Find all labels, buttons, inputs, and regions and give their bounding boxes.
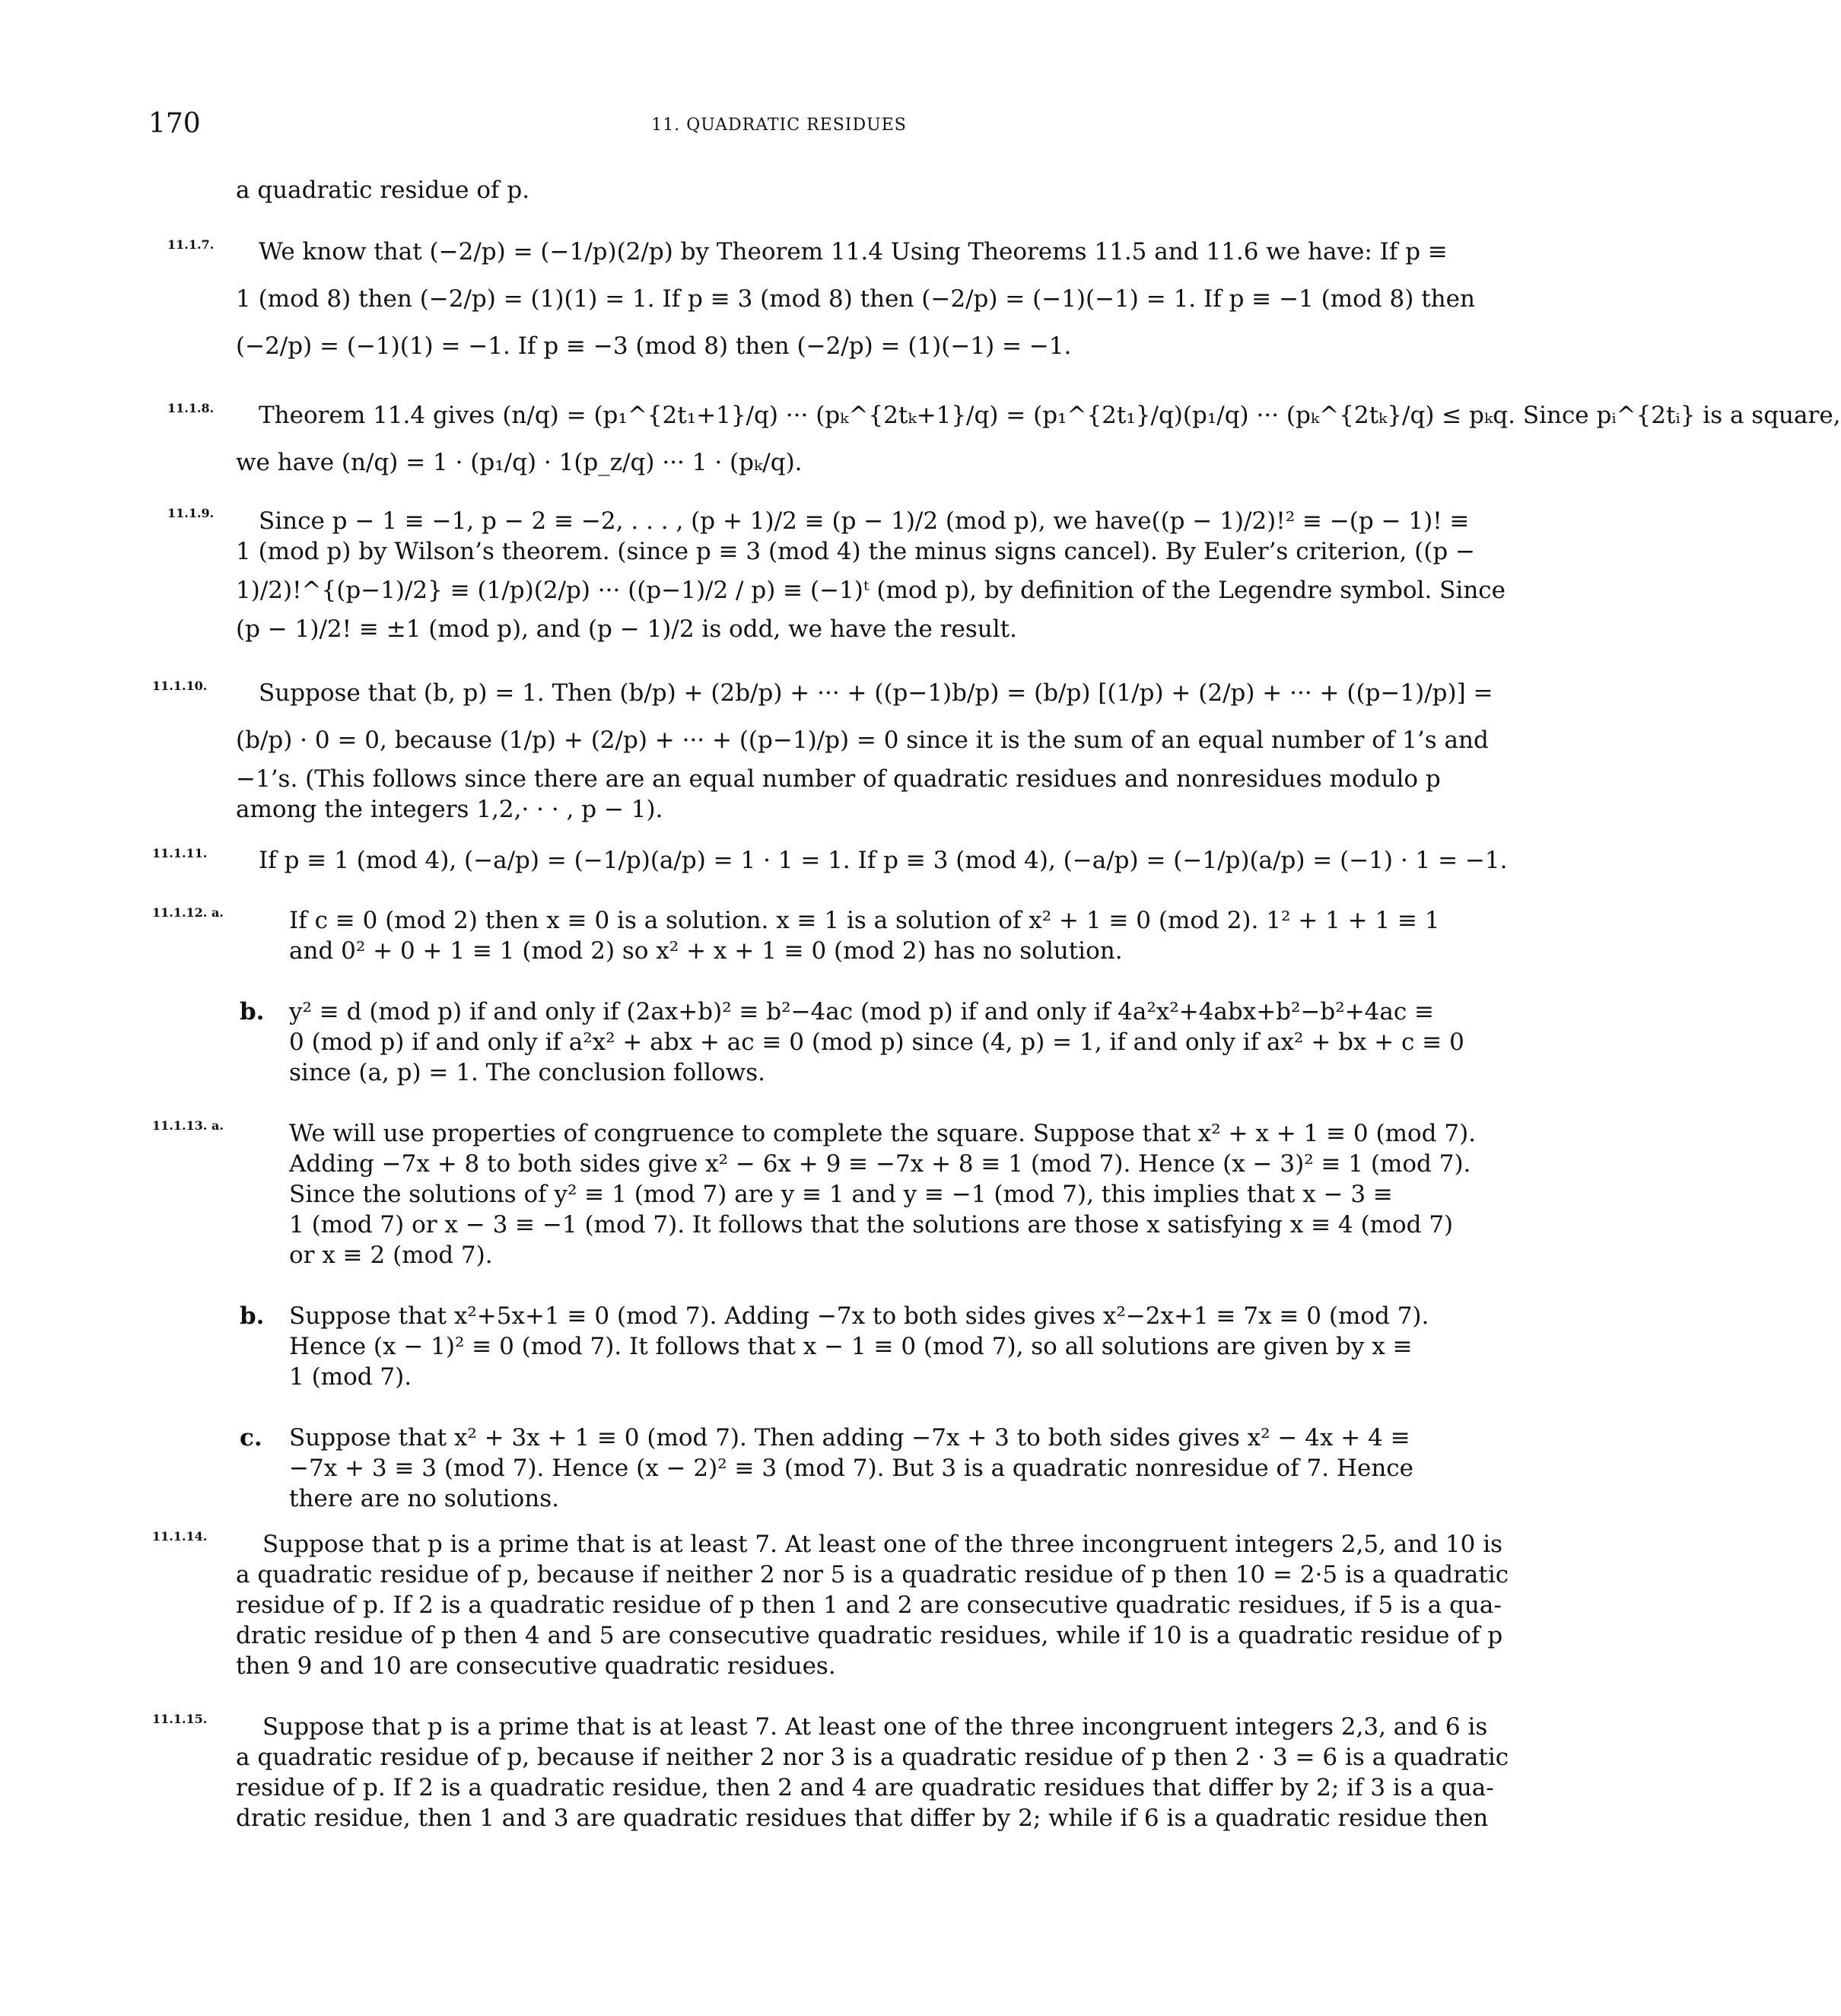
- exercise-11-1-13: [152, 1118, 1477, 1514]
- line-3: residue of p. If 2 is a quadratic residue, then 2 and 4 are quadratic residues that differ by 2; if 3 is a qua-: [236, 1774, 1494, 1801]
- line-2: a quadratic residue of p, because if neither 2 nor 3 is a quadratic residue of p then 2 · 3 = 6 is a quadratic: [236, 1744, 1509, 1771]
- part-a-line-3: Since the solutions of y² ≡ 1 (mod 7) are y ≡ 1 and y ≡ −1 (mod 7), this implies that x − 3 ≡: [289, 1181, 1393, 1208]
- line-2: a quadratic residue of p, because if neither 2 nor 5 is a quadratic residue of p then 10 = 2·5 is a quadratic: [236, 1561, 1509, 1588]
- line-1: If p ≡ 1 (mod 4), (−a/p) = (−1/p)(a/p) = 1 · 1 = 1. If p ≡ 3 (mod 4), (−a/p) = (−1/p)(a/p) = (−1) · 1 = −1.: [259, 847, 1508, 874]
- line-3: (−2/p) = (−1)(1) = −1. If p ≡ −3 (mod 8) then (−2/p) = (1)(−1) = −1.: [236, 332, 1072, 360]
- exercise-label: 11.1.13. a.: [152, 1118, 224, 1133]
- running-header: [0, 108, 1558, 154]
- part-c-line-3: there are no solutions.: [289, 1485, 559, 1512]
- line-2: (b/p) · 0 = 0, because (1/p) + (2/p) + ··· + ((p−1)/p) = 0 since it is the sum of an equal number of 1’s and: [236, 727, 1489, 754]
- line-1: Suppose that p is a prime that is at least 7. At least one of the three incongruent integers 2,3, and 6 is: [262, 1713, 1488, 1741]
- line-5: then 9 and 10 are consecutive quadratic residues.: [236, 1652, 836, 1680]
- line-2: 1 (mod p) by Wilson’s theorem. (since p ≡ 3 (mod 4) the minus signs cancel). By Euler’s criterion, ((p −: [236, 538, 1476, 565]
- line-1: Suppose that (b, p) = 1. Then (b/p) + (2b/p) + ··· + ((p−1)b/p) = (b/p) [(1/p) + (2/p) + ··· + ((p−1)/p)] =: [259, 679, 1493, 707]
- part-a-line-2: and 0² + 0 + 1 ≡ 1 (mod 2) so x² + x + 1 ≡ 0 (mod 2) has no solution.: [289, 937, 1123, 965]
- line-1: Theorem 11.4 gives (n/q) = (p₁^{2t₁+1}/q) ··· (pₖ^{2tₖ+1}/q) = (p₁^{2t₁}/q)(p₁/q) ··· (pₖ^{2tₖ}/q) ≤ pₖq. Since pᵢ^{2tᵢ} is a square,: [259, 402, 1841, 429]
- part-b-line-3: since (a, p) = 1. The conclusion follows.: [289, 1059, 765, 1086]
- part-c-label: c.: [240, 1424, 262, 1452]
- exercise-11-1-12: [152, 905, 1464, 1088]
- part-b-label: b.: [240, 998, 265, 1025]
- part-b-line-1: Suppose that x²+5x+1 ≡ 0 (mod 7). Adding −7x to both sides gives x²−2x+1 ≡ 7x ≡ 0 (mod 7).: [289, 1302, 1429, 1330]
- exercise-label: 11.1.7.: [167, 237, 215, 252]
- part-c-line-1: Suppose that x² + 3x + 1 ≡ 0 (mod 7). Then adding −7x + 3 to both sides gives x² − 4x + 4 ≡: [289, 1424, 1410, 1452]
- line-3: residue of p. If 2 is a quadratic residue of p then 1 and 2 are consecutive quadratic residues, if 5 is a qua-: [236, 1591, 1502, 1619]
- exercise-11-1-11: [152, 837, 1508, 884]
- line-1: We know that (−2/p) = (−1/p)(2/p) by Theorem 11.4 Using Theorems 11.5 and 11.6 we have: If p ≡: [259, 238, 1448, 266]
- line-3: 1)/2)!^{(p−1)/2} ≡ (1/p)(2/p) ··· ((p−1)/2 / p) ≡ (−1)ᵗ (mod p), by definition of the Legendre symbol. Since: [236, 577, 1506, 604]
- line-2: 1 (mod 8) then (−2/p) = (1)(1) = 1. If p ≡ 3 (mod 8) then (−2/p) = (−1)(−1) = 1. If p ≡ −1 (mod 8) then: [236, 285, 1475, 313]
- intro-text: a quadratic residue of p.: [236, 176, 530, 204]
- exercise-11-1-10: [152, 669, 1493, 825]
- part-b-line-2: 0 (mod p) if and only if a²x² + abx + ac ≡ 0 (mod p) since (4, p) = 1, if and only if ax² + bx + c ≡ 0: [289, 1029, 1464, 1056]
- exercise-11-1-7: [152, 228, 1475, 370]
- part-b-line-3: 1 (mod 7).: [289, 1363, 412, 1391]
- exercise-11-1-14: [152, 1529, 1509, 1681]
- exercise-label: 11.1.8.: [167, 401, 215, 415]
- part-b-line-1: y² ≡ d (mod p) if and only if (2ax+b)² ≡ b²−4ac (mod p) if and only if 4a²x²+4abx+b²−b²+4ac ≡: [289, 998, 1435, 1025]
- exercise-label: 11.1.14.: [152, 1529, 208, 1544]
- part-a-line-1: If c ≡ 0 (mod 2) then x ≡ 0 is a solution. x ≡ 1 is a solution of x² + 1 ≡ 0 (mod 2). 1² + 1 + 1 ≡ 1: [289, 907, 1440, 934]
- exercise-label: 11.1.10.: [152, 679, 208, 693]
- running-title: 11. QUADRATIC RESIDUES: [651, 116, 907, 135]
- exercise-11-1-15: [152, 1712, 1509, 1833]
- intro-paragraph: [152, 175, 1407, 205]
- line-1: Since p − 1 ≡ −1, p − 2 ≡ −2, . . . , (p + 1)/2 ≡ (p − 1)/2 (mod p), we have((p − 1)/2)!² ≡ −(p − 1)! ≡: [259, 507, 1470, 535]
- line-4: (p − 1)/2! ≡ ±1 (mod p), and (p − 1)/2 is odd, we have the result.: [236, 615, 1017, 643]
- part-a-line-5: or x ≡ 2 (mod 7).: [289, 1242, 493, 1269]
- exercise-11-1-9: [152, 506, 1506, 644]
- part-a-line-1: We will use properties of congruence to complete the square. Suppose that x² + x + 1 ≡ 0 (mod 7).: [289, 1120, 1477, 1147]
- line-3: −1’s. (This follows since there are an equal number of quadratic residues and nonresidues modulo p: [236, 765, 1441, 793]
- part-b-line-2: Hence (x − 1)² ≡ 0 (mod 7). It follows that x − 1 ≡ 0 (mod 7), so all solutions are given by x ≡: [289, 1333, 1413, 1360]
- part-a-line-4: 1 (mod 7) or x − 3 ≡ −1 (mod 7). It follows that the solutions are those x satisfying x ≡ 4 (mod 7): [289, 1211, 1454, 1239]
- exercise-label: 11.1.9.: [167, 506, 215, 520]
- line-4: dratic residue, then 1 and 3 are quadratic residues that differ by 2; while if 6 is a quadratic residue then: [236, 1805, 1489, 1832]
- line-4: among the integers 1,2,· · · , p − 1).: [236, 796, 663, 823]
- page-number: 170: [148, 108, 201, 139]
- part-b-label: b.: [240, 1302, 265, 1330]
- exercise-label: 11.1.12. a.: [152, 905, 224, 920]
- part-a-line-2: Adding −7x + 8 to both sides give x² − 6x + 9 ≡ −7x + 8 ≡ 1 (mod 7). Hence (x − 3)² ≡ 1 (mod 7).: [289, 1150, 1471, 1178]
- line-2: we have (n/q) = 1 · (p₁/q) · 1(p_z/q) ··· 1 · (pₖ/q).: [236, 449, 803, 476]
- line-1: Suppose that p is a prime that is at least 7. At least one of the three incongruent integers 2,5, and 10 is: [262, 1531, 1503, 1558]
- exercise-label: 11.1.11.: [152, 846, 208, 860]
- exercise-label: 11.1.15.: [152, 1712, 208, 1726]
- part-c-line-2: −7x + 3 ≡ 3 (mod 7). Hence (x − 2)² ≡ 3 (mod 7). But 3 is a quadratic nonresidue of 7. Hence: [289, 1455, 1414, 1482]
- line-4: dratic residue of p then 4 and 5 are consecutive quadratic residues, while if 10 is a quadratic residue of p: [236, 1622, 1503, 1649]
- exercise-11-1-8: [152, 392, 1841, 486]
